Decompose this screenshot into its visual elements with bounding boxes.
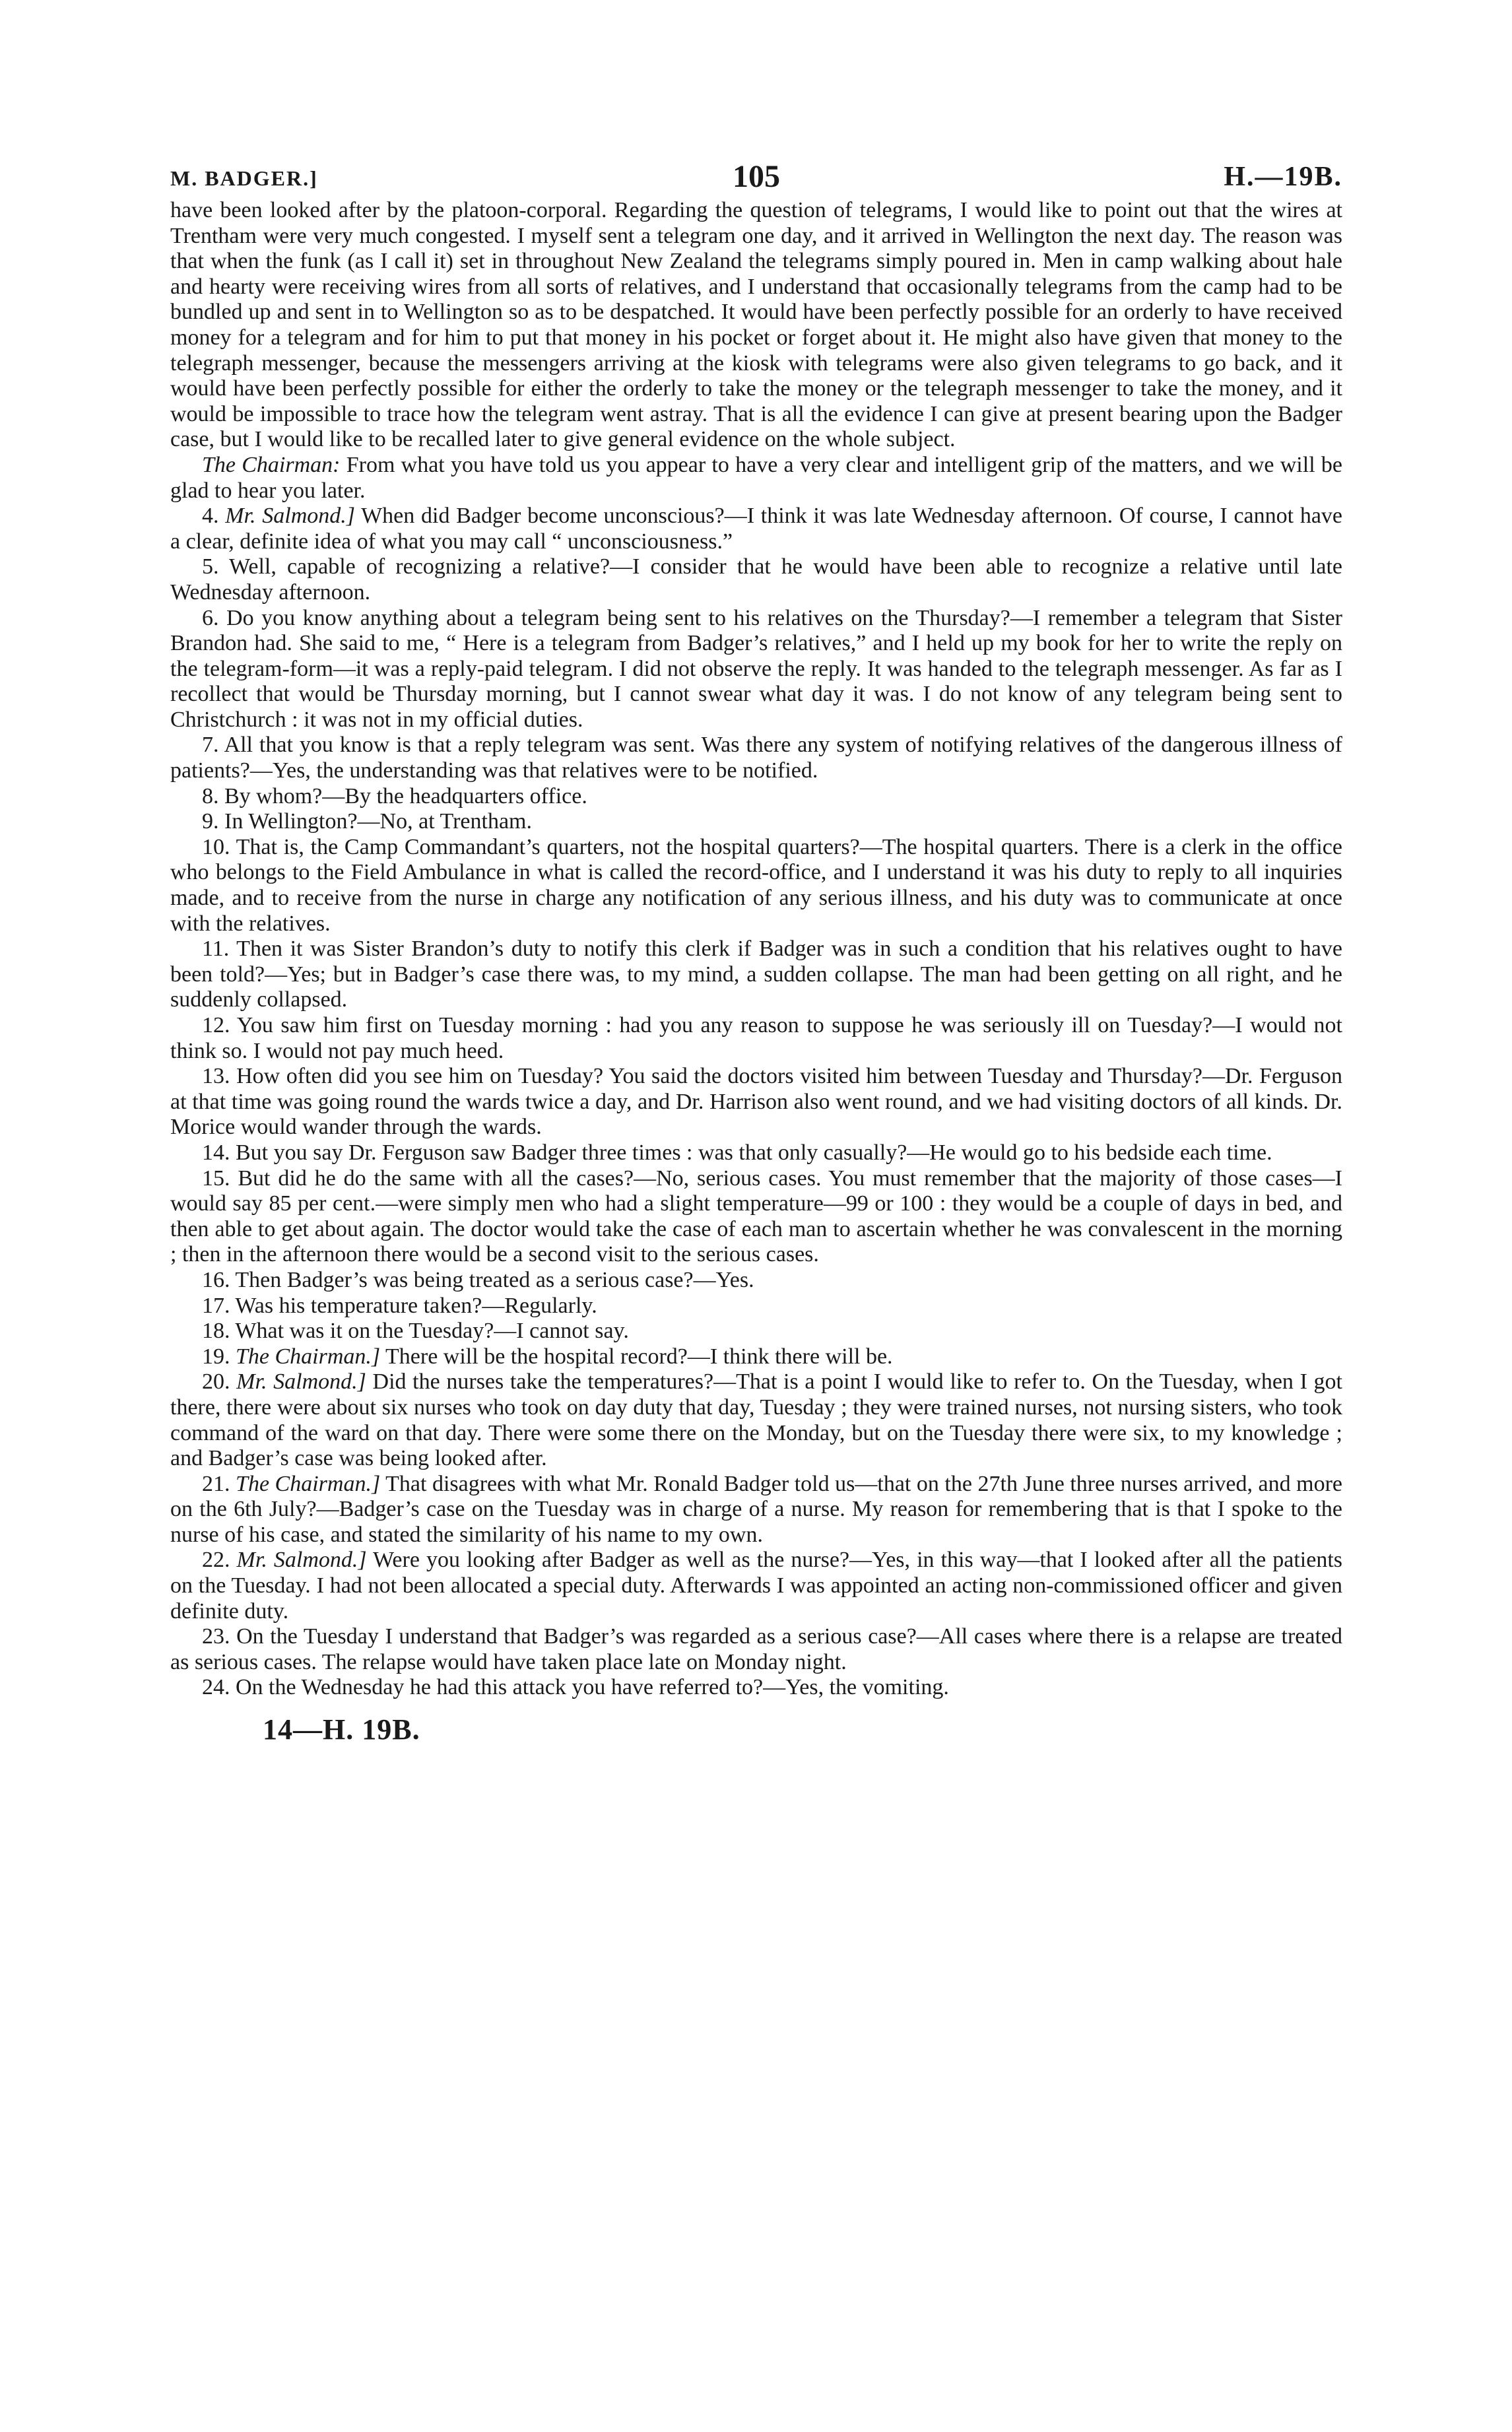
question-number: 6. [202,605,219,630]
paragraph-text: You saw him first on Tuesday morning : had you any reason to suppose he was seriously ill on Tuesday?—I would not think so. I would not pay much heed. [170,1013,1342,1063]
evidence-paragraph [170,809,1342,835]
paragraph-text: How often did you see him on Tuesday? You said the doctors visited him between Tuesday and Thursday?—Dr. Ferguson at that time was going round the wards twice a day, and Dr. Harrison also went round, and we had visiting doctors of all kinds. Dr. Morice would wander through the wards. [170,1064,1343,1140]
paragraph-text: All that you know is that a reply telegram was sent. Was there any system of notifying relatives of the dangerous illness of patients?—Yes, the understanding was that relatives were to be notified. [170,733,1342,783]
question-number: 9. [202,809,219,834]
running-header [170,152,1342,198]
question-number: 22. [202,1548,230,1573]
question-number: 19. [202,1344,230,1369]
question-number: 17. [202,1293,230,1318]
header-paper-reference: H.—19B. [1224,162,1342,192]
document-page [170,152,1342,1746]
paragraph-text: Do you know anything about a telegram being sent to his relatives on the Thursday?—I remember a telegram that Sister Brandon had. She said to me, “ Here is a telegram from Badger’s relatives,” and I held up my book for her to write the reply on the telegram-form—it was a reply-paid telegram. I did not observe the reply. It was handed to the telegraph messenger. As far as I recollect that would be Thursday morning, but I cannot swear what day it was. I do not know of any telegram being sent to Christchurch : it was not in my official duties. [170,605,1342,732]
evidence-paragraph [170,453,1342,504]
question-number: 12. [202,1013,230,1037]
paragraph-text: There will be the hospital record?—I think there will be. [380,1344,893,1369]
paragraph-text: Did the nurses take the temperatures?—That is a point I would like to refer to. On the Tuesday, when I got there, there were about six nurses who took on day duty that day, Tuesday ; they were trained nurses, not nursing sisters, who took command of the ward on that day. There were some there on the Monday, but on the Tuesday there were six, to my knowledge ; and Badger’s case was being looked after. [170,1369,1342,1471]
evidence-paragraph [170,1344,1342,1370]
paragraph-text: On the Tuesday I understand that Badger’s was regarded as a serious case?—All cases where there is a relapse are treated as serious cases. The relapse would have taken place late on Monday night. [170,1624,1342,1674]
question-number: 23. [202,1624,230,1649]
question-number: 15. [202,1166,230,1191]
header-witness-name: M. BADGER.] [170,166,318,190]
paragraph-text: What was it on the Tuesday?—I cannot say. [235,1319,629,1344]
evidence-paragraph [170,1013,1342,1064]
paragraph-text: That is, the Camp Commandant’s quarters, not the hospital quarters?—The hospital quarters. There is a clerk in the office who belongs to the Field Ambulance in what is called the record-office, and I understand it was his duty to reply to all inquiries made, and to receive from the nurse in charge any notification of any serious illness, and his duty was to communicate at once with the relatives. [170,834,1342,936]
paragraph-text: That disagrees with what Mr. Ronald Badger told us—that on the 27th June three nurses arrived, and more on the 6th July?—Badger’s case on the Tuesday was in charge of a nurse. My reason for remembering that is that I spoke to the nurse of his case, and stated the similarity of his name to my own. [170,1471,1342,1547]
evidence-paragraph [170,1140,1342,1166]
paragraph-text: From what you have told us you appear to have a very clear and intelligent grip of the matters, and we will be glad to hear you later. [170,452,1342,503]
evidence-paragraph [170,1548,1342,1624]
evidence-paragraph [170,733,1342,783]
paragraph-text: But did he do the same with all the cases?—No, serious cases. You must remember that the majority of those cases—I would say 85 per cent.—were simply men who had a slight temperature—99 or 100 : they would be a couple of days in bed, and then able to get about again. The doctor would take the case of each man to ascertain whether he was convalescent in the morning ; then in the afternoon there would be a second visit to the serious cases. [170,1166,1342,1267]
question-number: 5. [202,554,219,579]
question-number: 7. [202,733,219,758]
paragraph-text: But you say Dr. Ferguson saw Badger three times : was that only casually?—He would go to his bedside each time. [236,1140,1272,1165]
question-number: 4. [202,504,219,529]
evidence-paragraph [170,1369,1342,1471]
evidence-paragraph [170,606,1342,733]
paragraph-text: On the Wednesday he had this attack you have referred to?—Yes, the vomiting. [236,1675,949,1700]
paragraph-text: By whom?—By the headquarters office. [224,783,587,808]
speaker-label: The Chairman.] [236,1344,381,1369]
evidence-paragraph [170,1319,1342,1344]
question-number: 18. [202,1319,230,1344]
paragraph-text: When did Badger become unconscious?—I think it was late Wednesday afternoon. Of course, I cannot have a clear, definite idea of what you may call “ unconsciousness.” [170,504,1342,554]
evidence-paragraph [170,1624,1342,1675]
question-number: 14. [202,1140,230,1165]
evidence-paragraph [170,1294,1342,1319]
paragraph-text: In Wellington?—No, at Trentham. [224,809,532,834]
question-number: 20. [202,1369,230,1395]
question-number: 21. [202,1471,230,1496]
question-number: 10. [202,834,230,859]
paragraph-text: Were you looking after Badger as well as the nurse?—Yes, in this way—that I looked after all the patients on the Tuesday. I had not been allocated a special duty. Afterwards I was appointed an acting non-commissioned officer and given definite duty. [170,1548,1342,1624]
page-number: 105 [733,159,780,194]
evidence-paragraph [170,504,1342,554]
paragraph-text: have been looked after by the platoon-corporal. Regarding the question of telegrams, I would like to point out that the wires at Trentham were very much congested. I myself sent a telegram one day, and it arrived in Wellington the next day. The reason was that when the funk (as I call it) set in throughout New Zealand the telegrams simply poured in. Men in camp walking about hale and hearty were receiving wires from all sorts of relatives, and I understand that occasionally telegrams from the camp had to be bundled up and sent in to Wellington so as to be despatched. It would have been perfectly possible for an orderly to have received money for a telegram and for him to put that money in his pocket or forget about it. He might also have given that money to the telegraph messenger, because the messengers arriving at the kiosk with telegrams were also given telegrams to go back, and it would have been perfectly possible for either the orderly to take the money or the telegraph messenger to take the money, and it would be impossible to trace how the telegram went astray. That is all the evidence I can give at present bearing upon the Badger case, but I would like to be recalled later to give general evidence on the whole subject. [170,198,1342,452]
evidence-paragraph [170,554,1342,605]
footer-signature: 14—H. 19B. [263,1713,420,1746]
evidence-paragraph [170,937,1342,1013]
speaker-label: The Chairman.] [236,1471,381,1496]
evidence-paragraph [170,1166,1342,1268]
speaker-label: Mr. Salmond.] [236,1369,366,1395]
speaker-label: The Chairman: [202,452,341,477]
evidence-paragraph [170,1268,1342,1294]
question-number: 13. [202,1064,230,1089]
evidence-paragraph [170,1472,1342,1548]
evidence-paragraph [170,1064,1342,1140]
evidence-paragraph [170,784,1342,810]
question-number: 24. [202,1675,230,1700]
speaker-label: Mr. Salmond.] [225,504,355,529]
question-number: 11. [202,937,230,962]
evidence-paragraph [170,198,1342,453]
evidence-paragraph [170,1675,1342,1701]
question-number: 8. [202,783,219,808]
evidence-body [170,198,1342,1701]
paragraph-text: Was his temperature taken?—Regularly. [235,1293,597,1318]
question-number: 16. [202,1267,230,1292]
evidence-paragraph [170,835,1342,937]
paragraph-text: Well, capable of recognizing a relative?—I consider that he would have been able to recognize a relative until late Wednesday afternoon. [170,554,1343,605]
paragraph-text: Then Badger’s was being treated as a serious case?—Yes. [235,1267,754,1292]
paragraph-text: Then it was Sister Brandon’s duty to notify this clerk if Badger was in such a condition that his relatives ought to have been told?—Yes; but in Badger’s case there was, to my mind, a sudden collapse. The man had been getting on all right, and he suddenly collapsed. [170,937,1342,1012]
speaker-label: Mr. Salmond.] [236,1548,367,1573]
